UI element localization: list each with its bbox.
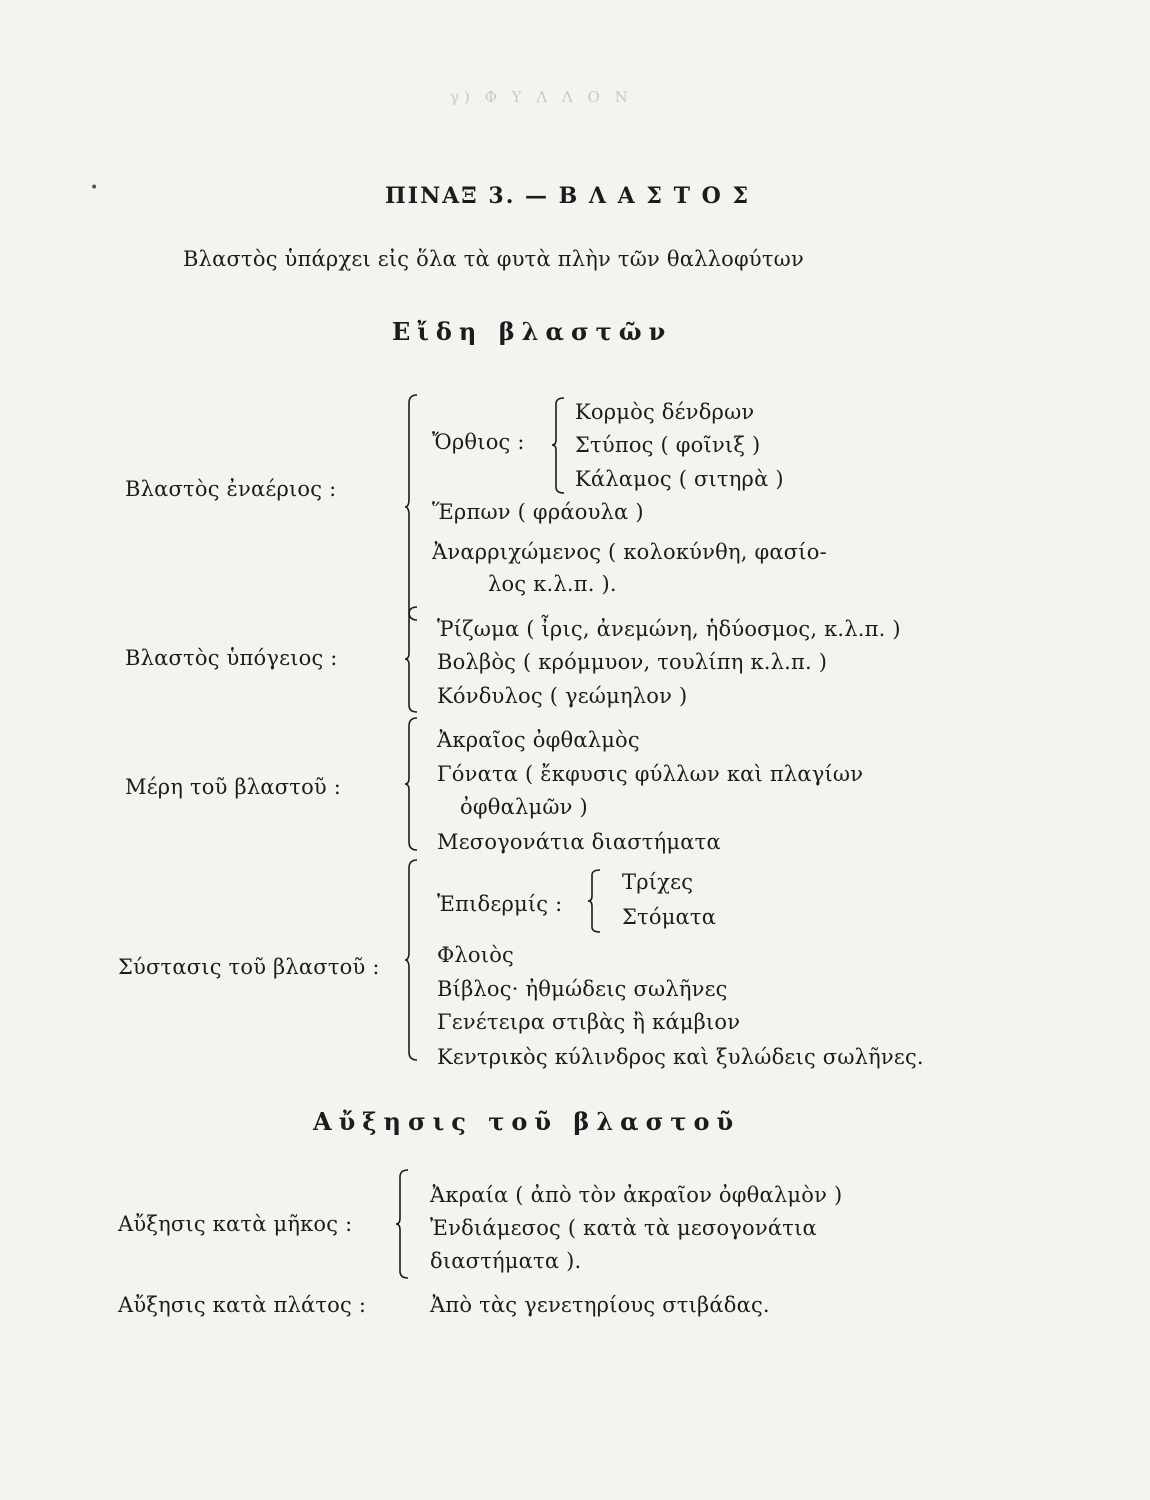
upright-item: Κάλαμος ( σιτηρὰ ) <box>575 467 784 491</box>
parts-item: Μεσογονάτια διαστήματα <box>437 830 721 854</box>
heading-growth: Αὔξησις τοῦ βλαστοῦ <box>313 1107 741 1136</box>
growth-width-item: Ἀπὸ τὰς γενετηρίους στιβάδας. <box>430 1293 770 1317</box>
epidermis-brace <box>588 870 600 932</box>
parts-brace <box>405 718 417 850</box>
underground-brace <box>405 607 417 712</box>
upright-brace <box>552 398 564 493</box>
underground-item: Κόνδυλος ( γεώμηλον ) <box>437 684 688 708</box>
growth-length-item-cont: διαστήματα ). <box>430 1249 582 1273</box>
heading-kinds: Εἴδη βλαστῶν <box>392 317 673 346</box>
parts-label: Μέρη τοῦ βλαστοῦ : <box>125 775 342 799</box>
creeping-item: Ἕρπων ( φράουλα ) <box>432 500 644 524</box>
aerial-label: Βλαστὸς ἐναέριος : <box>125 477 337 501</box>
parts-item: Γόνατα ( ἔκφυσις φύλλων καὶ πλαγίων <box>437 762 864 786</box>
climbing-item: Ἀναρριχώμενος ( κολοκύνθη, φασίο- <box>432 540 827 564</box>
growth-length-label: Αὔξησις κατὰ μῆκος : <box>118 1212 353 1236</box>
margin-bullet: • <box>90 180 99 196</box>
parts-item: Ἀκραῖος ὀφθαλμὸς <box>437 728 640 752</box>
growth-width-label: Αὔξησις κατὰ πλάτος : <box>118 1293 367 1317</box>
underground-label: Βλαστὸς ὑπόγειος : <box>125 646 338 670</box>
parts-item-cont: ὀφθαλμῶν ) <box>460 795 588 819</box>
structure-item: Κεντρικὸς κύλινδρος καὶ ξυλώδεις σωλῆνες. <box>437 1045 924 1069</box>
epidermis-item: Στόματα <box>622 905 717 929</box>
structure-label: Σύστασις τοῦ βλαστοῦ : <box>118 955 380 979</box>
underground-item: Βολβὸς ( κρόμμυον, τουλίπη κ.λ.π. ) <box>437 650 828 674</box>
epidermis-item: Τρίχες <box>622 870 694 894</box>
structure-item: Γενέτειρα στιβὰς ἢ κάμβιον <box>437 1010 741 1034</box>
running-head: γ) Φ Υ Λ Λ Ο Ν <box>450 88 633 106</box>
growth-length-item: Ἐνδιάμεσος ( κατὰ τὰ μεσογονάτια <box>430 1216 817 1240</box>
upright-item: Στύπος ( φοῖνιξ ) <box>575 433 761 457</box>
underground-item: Ῥίζωμα ( ἶρις, ἀνεμώνη, ἡδύοσμος, κ.λ.π. ) <box>437 617 901 641</box>
structure-item: Βίβλος· ἠθμώδεις σωλῆνες <box>437 977 728 1001</box>
structure-brace <box>405 860 417 1060</box>
climbing-item-cont: λος κ.λ.π. ). <box>488 572 617 596</box>
upright-item: Κορμὸς δένδρων <box>575 400 755 424</box>
table-title: ΠΙΝΑΞ 3. — Β Λ Α Σ Τ Ο Σ <box>385 183 751 209</box>
structure-item: Φλοιὸς <box>437 943 515 967</box>
epidermis-label: Ἐπιδερμίς : <box>437 892 563 916</box>
growth-length-item: Ἀκραία ( ἀπὸ τὸν ἀκραῖον ὀφθαλμὸν ) <box>430 1183 843 1207</box>
aerial-brace <box>405 395 417 620</box>
intro-line: Βλαστὸς ὑπάρχει εἰς ὅλα τὰ φυτὰ πλὴν τῶν θαλλοφύτων <box>183 247 804 271</box>
growth-brace <box>396 1170 408 1278</box>
upright-label: Ὄρθιος : <box>432 430 525 454</box>
